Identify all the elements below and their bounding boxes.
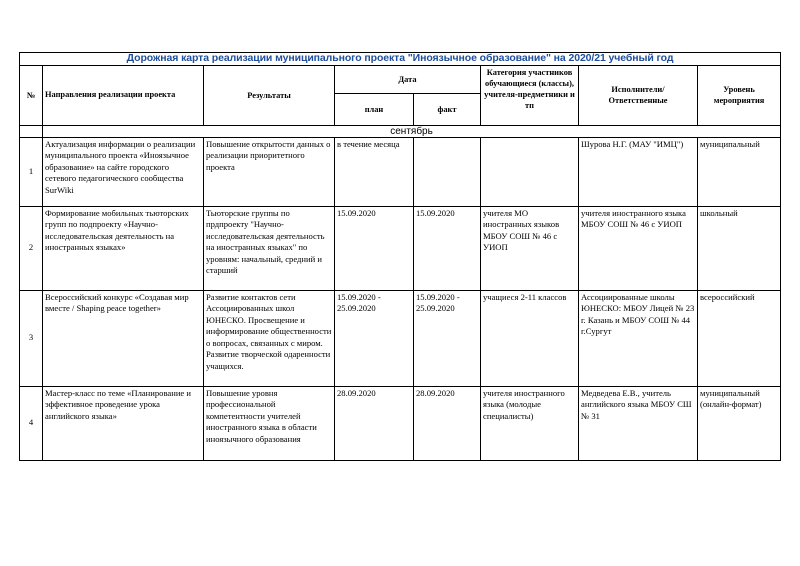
row-plan: в течение месяца [335, 137, 414, 206]
table-row [20, 386, 781, 460]
header-date-plan: план [335, 93, 414, 125]
row-category: учителя МО иностранных языков МБОУ СОШ № 46 с УИОП [481, 206, 579, 290]
row-level: всероссийский [698, 290, 781, 386]
row-num: 3 [20, 290, 43, 386]
row-fact: 28.09.2020 [414, 386, 481, 460]
row-results: Тьюторские группы по прдпроекту "Научно-исследовательская деятельность на иностранных языках" по уровням: начальный, средний и старший [204, 206, 335, 290]
document-title: Дорожная карта реализации муниципального проекта "Иноязычное образование" на 2020/21 учебный год [20, 53, 781, 66]
row-category [481, 137, 579, 206]
row-category: учащиеся 2-11 классов [481, 290, 579, 386]
table-row [20, 206, 781, 290]
row-results: Повышение открытости данных о реализации приоритетного проекта [204, 137, 335, 206]
row-num: 1 [20, 137, 43, 206]
row-fact: 15.09.2020 [414, 206, 481, 290]
row-direction: Мастер-класс по теме «Планирование и эффективное проведение урока английского языка» [43, 386, 204, 460]
row-level: муниципальный [698, 137, 781, 206]
row-executors: Ассоциированные школы ЮНЕСКО: МБОУ Лицей № 23 г. Казань и МБОУ СОШ № 44 г.Сургут [579, 290, 698, 386]
header-direction: Направления реализации проекта [43, 65, 204, 125]
header-num: № [20, 65, 43, 125]
header-level: Уровень мероприятия [698, 65, 781, 125]
row-executors: учителя иностранного языка МБОУ СОШ № 46 с УИОП [579, 206, 698, 290]
row-results: Развитие контактов сети Ассоциированных школ ЮНЕСКО. Просвещение и информирование общественности о вопросах, связанных с миром. Развитие творческой одаренности учащихся. [204, 290, 335, 386]
row-direction: Актуализация информации о реализации муниципального проекта «Иноязычное образование» на сайте городского сетевого педагогического сообщества SurWiki [43, 137, 204, 206]
header-date: Дата [335, 65, 481, 93]
header-executors: Исполнители/ Ответственные [579, 65, 698, 125]
month-row [20, 125, 781, 137]
month-num-cell [20, 125, 43, 137]
row-level: школьный [698, 206, 781, 290]
row-plan: 15.09.2020 [335, 206, 414, 290]
table-row [20, 137, 781, 206]
header-date-fact: факт [414, 93, 481, 125]
month-label: сентябрь [43, 125, 781, 137]
row-level: муниципальный (онлайн-формат) [698, 386, 781, 460]
roadmap-table [19, 52, 781, 461]
row-fact: 15.09.2020 - 25.09.2020 [414, 290, 481, 386]
row-fact [414, 137, 481, 206]
row-executors: Шурова Н.Г. (МАУ "ИМЦ") [579, 137, 698, 206]
title-row [20, 53, 781, 66]
row-num: 2 [20, 206, 43, 290]
row-executors: Медведева Е.В., учитель английского языка МБОУ СШ № 31 [579, 386, 698, 460]
row-num: 4 [20, 386, 43, 460]
row-plan: 28.09.2020 [335, 386, 414, 460]
header-results: Результаты [204, 65, 335, 125]
row-category: учителя иностранного языка (молодые специалисты) [481, 386, 579, 460]
header-category: Категория участников обучающиеся (классы), учителя-предметники и тп [481, 65, 579, 125]
row-direction: Всероссийский конкурс «Создавая мир вместе / Shaping peace together» [43, 290, 204, 386]
row-direction: Формирование мобильных тьюторских групп по подпроекту «Научно-исследовательская деятельность на иностранных языках» [43, 206, 204, 290]
header-row [20, 65, 781, 93]
row-plan: 15.09.2020 - 25.09.2020 [335, 290, 414, 386]
table-row [20, 290, 781, 386]
row-results: Повышение уровня профессиональной компетентности учителей иностранного языка в области иноязычного образования [204, 386, 335, 460]
